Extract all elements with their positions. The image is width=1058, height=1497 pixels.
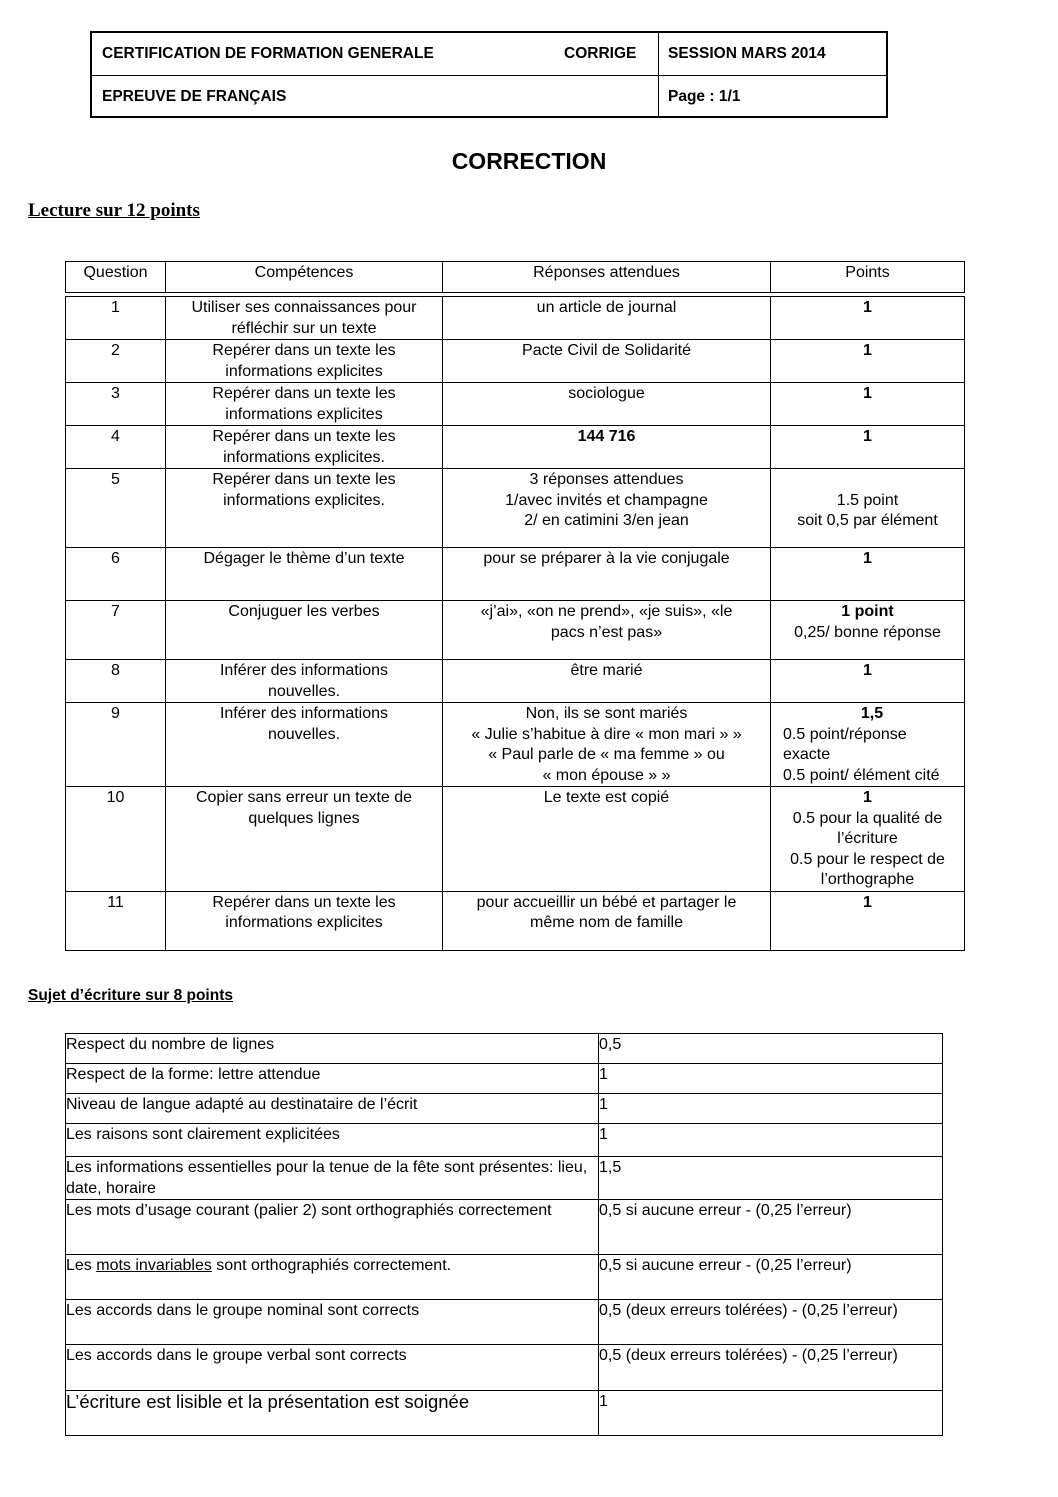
reponse-cell: Pacte Civil de Solidarité bbox=[443, 340, 771, 383]
table-row bbox=[66, 1124, 943, 1157]
col-reponses: Réponses attendues bbox=[443, 262, 771, 293]
question-number: 9 bbox=[66, 703, 166, 787]
criterion-cell: Les accords dans le groupe nominal sont corrects bbox=[66, 1300, 599, 1345]
reponse-cell: sociologue bbox=[443, 383, 771, 426]
epreuve-label: EPREUVE DE FRANÇAIS bbox=[102, 88, 287, 105]
page-title: CORRECTION bbox=[451, 148, 607, 174]
col-question: Question bbox=[66, 262, 166, 293]
question-number: 5 bbox=[66, 469, 166, 548]
competence-cell: Repérer dans un texte les informations explicites. bbox=[166, 469, 443, 548]
reponse-cell: 144 716 bbox=[443, 426, 771, 469]
question-number: 4 bbox=[66, 426, 166, 469]
criterion-cell: Respect de la forme: lettre attendue bbox=[66, 1064, 599, 1094]
competence-cell: Conjuguer les verbes bbox=[166, 601, 443, 660]
points-cell: 0,5 (deux erreurs tolérées) - (0,25 l’erreur) bbox=[599, 1345, 943, 1391]
header-divider-horizontal bbox=[92, 75, 886, 76]
reponse-cell: un article de journal bbox=[443, 297, 771, 340]
lecture-table bbox=[65, 261, 965, 951]
table-row bbox=[66, 297, 965, 340]
points-cell: 1 bbox=[599, 1094, 943, 1124]
points-cell: 1 point 0,25/ bonne réponse bbox=[771, 601, 965, 660]
table-row bbox=[66, 1391, 943, 1436]
criterion-cell: Les accords dans le groupe verbal sont corrects bbox=[66, 1345, 599, 1391]
table-row bbox=[66, 1200, 943, 1255]
competence-cell: Repérer dans un texte les informations explicites. bbox=[166, 426, 443, 469]
criterion-cell: Respect du nombre de lignes bbox=[66, 1034, 599, 1064]
criterion-cell: Les mots d’usage courant (palier 2) sont orthographiés correctement bbox=[66, 1200, 599, 1255]
points-cell: 1 bbox=[599, 1391, 943, 1436]
points-cell: 1 0.5 pour la qualité de l’écriture 0.5 pour le respect de l’orthographe bbox=[771, 787, 965, 892]
question-number: 2 bbox=[66, 340, 166, 383]
criterion-cell: Les raisons sont clairement explicitées bbox=[66, 1124, 599, 1157]
points-cell: 1,5 bbox=[599, 1157, 943, 1200]
points-cell: 0,5 (deux erreurs tolérées) - (0,25 l’erreur) bbox=[599, 1300, 943, 1345]
competence-cell: Inférer des informations nouvelles. bbox=[166, 703, 443, 787]
table-row bbox=[66, 426, 965, 469]
points-cell: 1,5 0.5 point/réponse exacte 0.5 point/ élément cité bbox=[771, 703, 965, 787]
table-row bbox=[66, 469, 965, 548]
lecture-heading: Lecture sur 12 points bbox=[28, 200, 200, 221]
table-row bbox=[66, 383, 965, 426]
competence-cell: Inférer des informations nouvelles. bbox=[166, 660, 443, 703]
points-cell: 1 bbox=[771, 426, 965, 469]
points-cell: 1 bbox=[599, 1064, 943, 1094]
table-row bbox=[66, 1300, 943, 1345]
table-row bbox=[66, 891, 965, 950]
session-label: SESSION MARS 2014 bbox=[668, 45, 826, 62]
question-number: 6 bbox=[66, 548, 166, 601]
question-number: 3 bbox=[66, 383, 166, 426]
table-row bbox=[66, 548, 965, 601]
table-row bbox=[66, 660, 965, 703]
points-cell: 1 bbox=[771, 383, 965, 426]
table-row bbox=[66, 1034, 943, 1064]
ecriture-table bbox=[65, 1033, 943, 1436]
competence-cell: Repérer dans un texte les informations explicites bbox=[166, 891, 443, 950]
table-row bbox=[66, 1094, 943, 1124]
points-cell: 0,5 si aucune erreur - (0,25 l’erreur) bbox=[599, 1255, 943, 1300]
reponse-cell: Le texte est copié bbox=[443, 787, 771, 892]
criterion-cell: Niveau de langue adapté au destinataire de l’écrit bbox=[66, 1094, 599, 1124]
question-number: 10 bbox=[66, 787, 166, 892]
table-row bbox=[66, 703, 965, 787]
question-number: 11 bbox=[66, 891, 166, 950]
points-cell: 1 bbox=[771, 297, 965, 340]
points-cell: 1 bbox=[599, 1124, 943, 1157]
points-cell: 1 bbox=[771, 891, 965, 950]
corrige-label: CORRIGE bbox=[564, 45, 637, 62]
competence-cell: Repérer dans un texte les informations explicites bbox=[166, 340, 443, 383]
table-row bbox=[66, 787, 965, 892]
page-number: Page : 1/1 bbox=[668, 88, 741, 105]
col-competences: Compétences bbox=[166, 262, 443, 293]
points-cell: 1 bbox=[771, 340, 965, 383]
competence-cell: Utiliser ses connaissances pour réfléchir sur un texte bbox=[166, 297, 443, 340]
competence-cell: Dégager le thème d’un texte bbox=[166, 548, 443, 601]
question-number: 7 bbox=[66, 601, 166, 660]
table-row bbox=[66, 340, 965, 383]
reponse-cell: 3 réponses attendues 1/avec invités et champagne 2/ en catimini 3/en jean bbox=[443, 469, 771, 548]
criterion-cell: L’écriture est lisible et la présentation est soignée bbox=[66, 1391, 599, 1436]
reponse-cell: pour accueillir un bébé et partager le même nom de famille bbox=[443, 891, 771, 950]
table-row bbox=[66, 1255, 943, 1300]
question-number: 8 bbox=[66, 660, 166, 703]
header-box bbox=[90, 31, 888, 118]
points-cell: 0,5 si aucune erreur - (0,25 l’erreur) bbox=[599, 1200, 943, 1255]
table-row bbox=[66, 1345, 943, 1391]
points-cell: 1 bbox=[771, 548, 965, 601]
reponse-cell: pour se préparer à la vie conjugale bbox=[443, 548, 771, 601]
lecture-header-row bbox=[66, 262, 965, 293]
certification-label: CERTIFICATION DE FORMATION GENERALE bbox=[102, 45, 434, 62]
table-row bbox=[66, 1157, 943, 1200]
criterion-cell: Les mots invariables sont orthographiés correctement. bbox=[66, 1255, 599, 1300]
points-cell: 1 bbox=[771, 660, 965, 703]
points-cell: 1.5 point soit 0,5 par élément bbox=[771, 469, 965, 548]
reponse-cell: «j’ai», «on ne prend», «je suis», «le pacs n’est pas» bbox=[443, 601, 771, 660]
competence-cell: Repérer dans un texte les informations explicites bbox=[166, 383, 443, 426]
reponse-cell: être marié bbox=[443, 660, 771, 703]
table-row bbox=[66, 1064, 943, 1094]
col-points: Points bbox=[771, 262, 965, 293]
reponse-cell: Non, ils se sont mariés « Julie s’habitue à dire « mon mari » » « Paul parle de « ma femme » ou « mon épouse » » bbox=[443, 703, 771, 787]
competence-cell: Copier sans erreur un texte de quelques lignes bbox=[166, 787, 443, 892]
question-number: 1 bbox=[66, 297, 166, 340]
table-row bbox=[66, 601, 965, 660]
criterion-cell: Les informations essentielles pour la tenue de la fête sont présentes: lieu, date, horaire bbox=[66, 1157, 599, 1200]
ecriture-heading: Sujet d’écriture sur 8 points bbox=[28, 987, 233, 1004]
points-cell: 0,5 bbox=[599, 1034, 943, 1064]
